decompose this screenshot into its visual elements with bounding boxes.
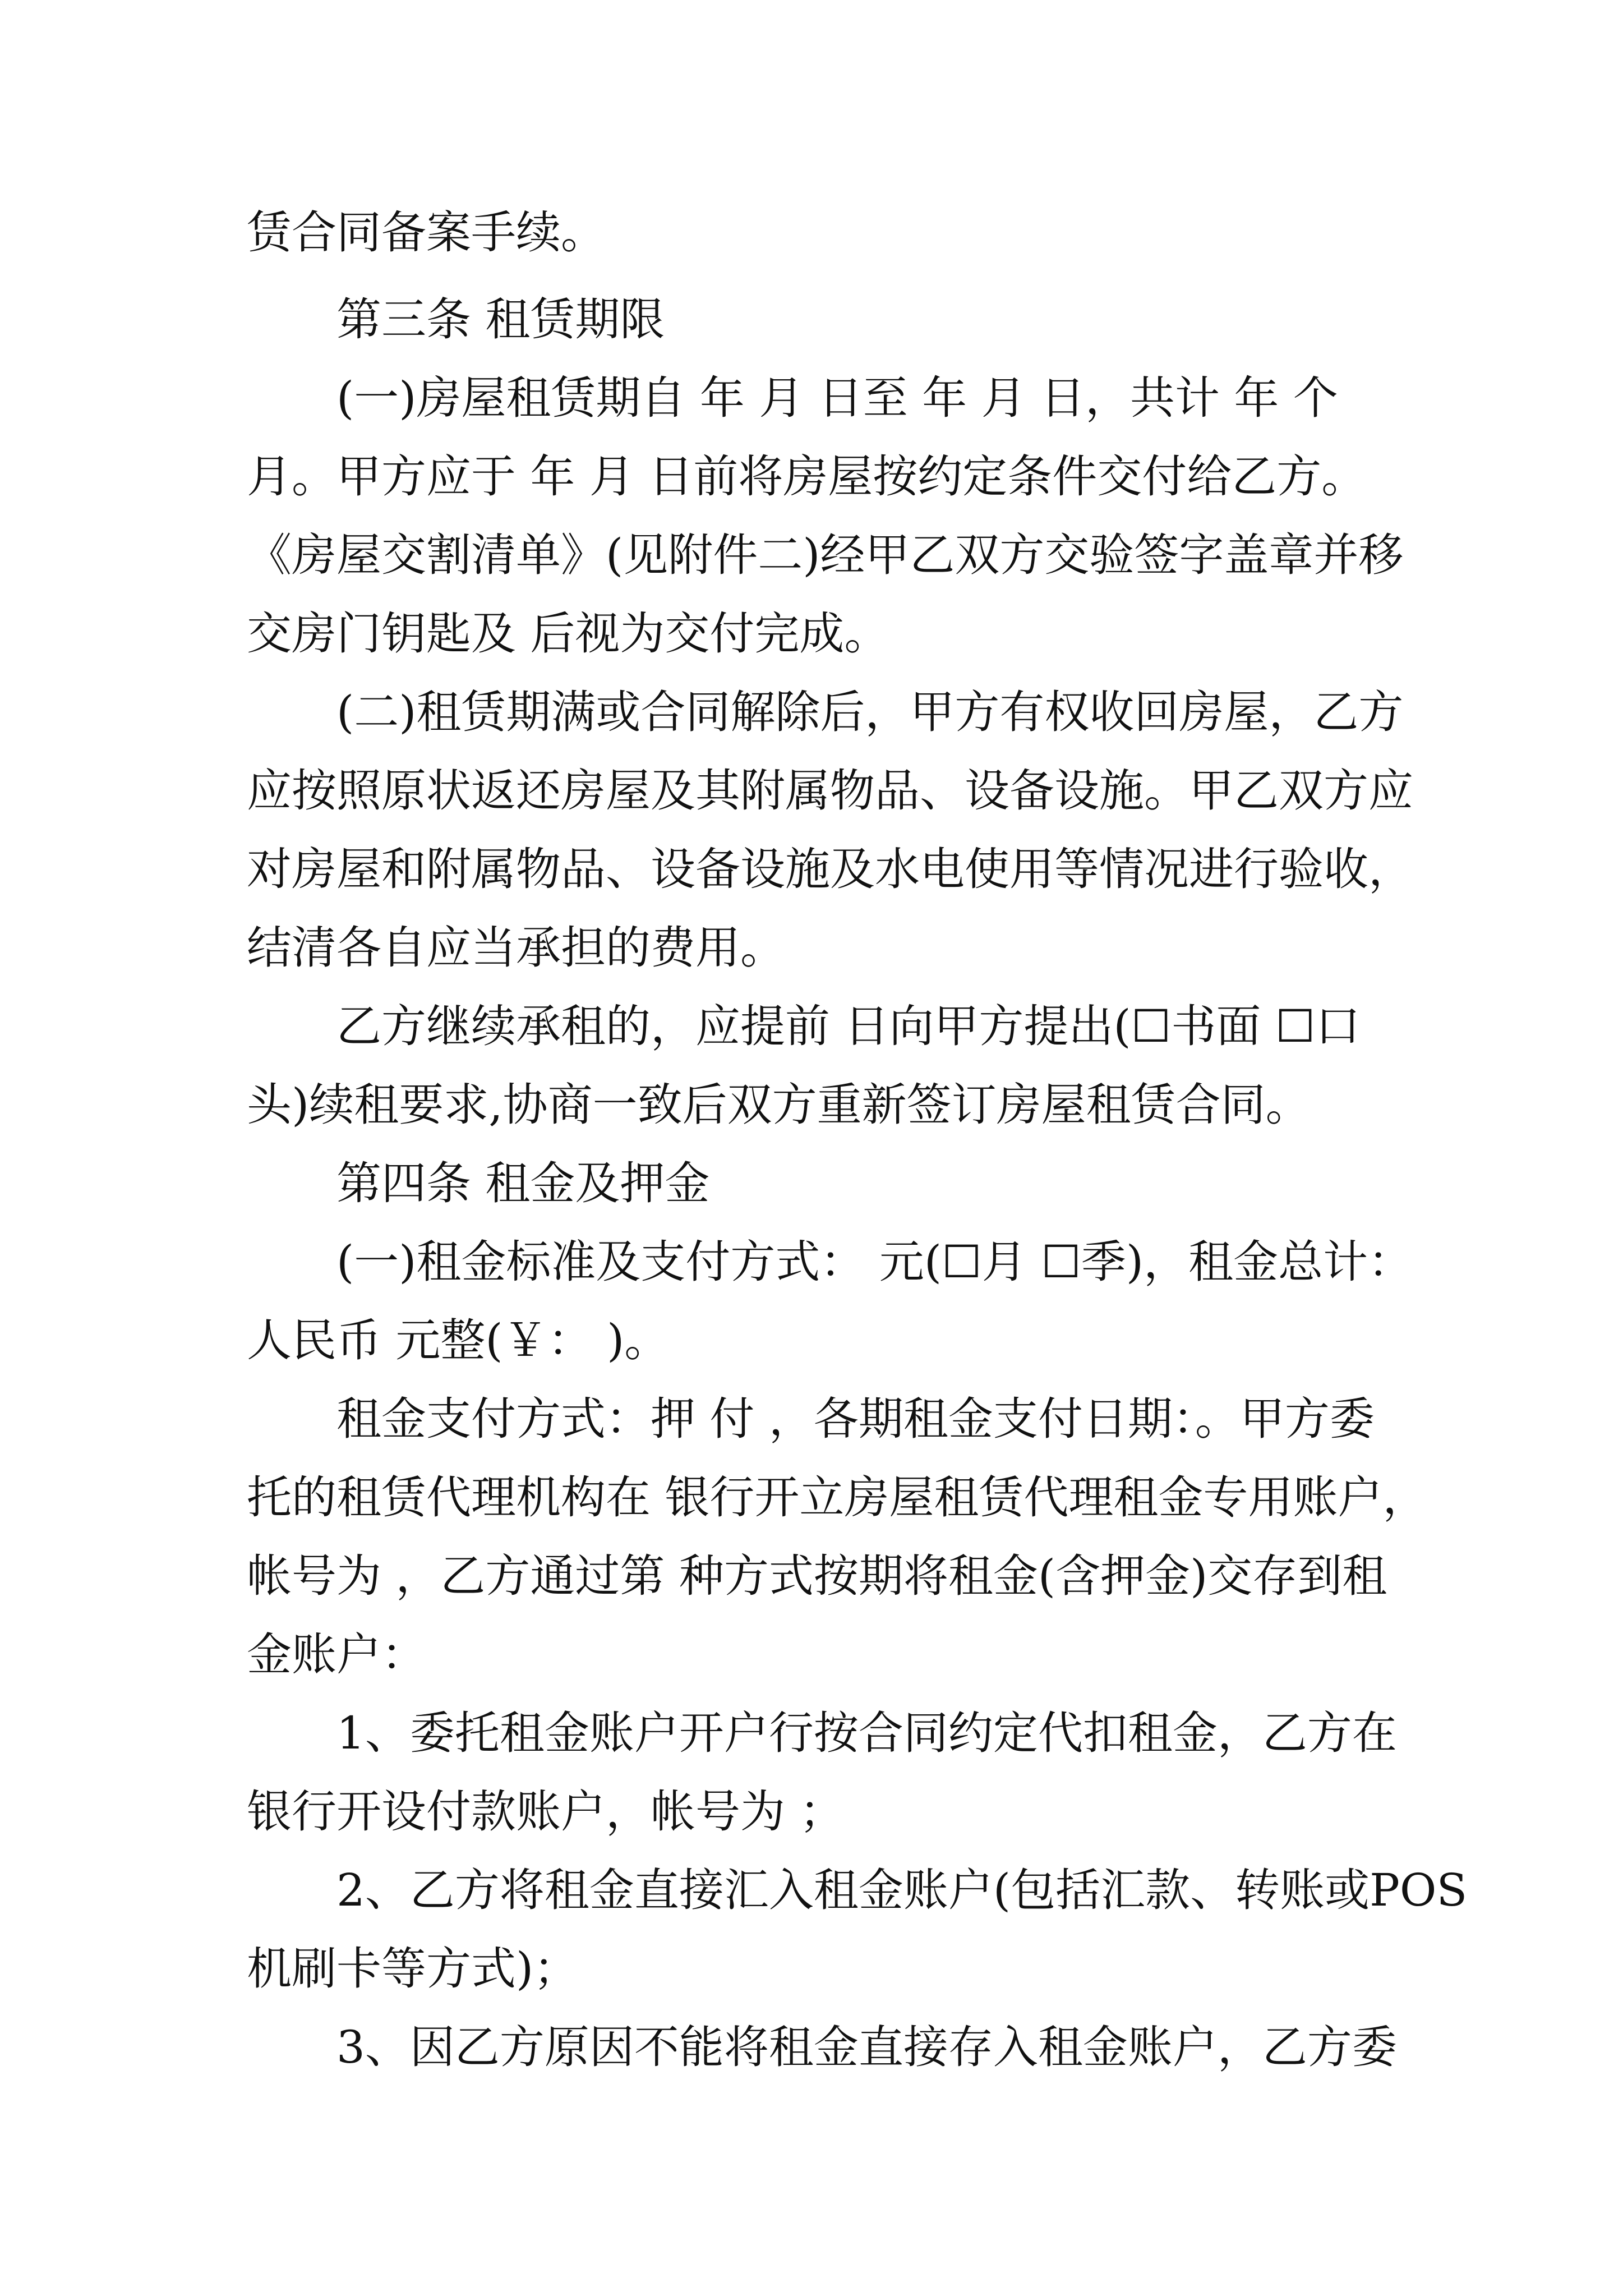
text-line: 月。甲方应于 年 月 日前将房屋按约定条件交付给乙方。 xyxy=(247,450,1367,503)
text-line: 赁合同备案手续。 xyxy=(247,206,606,259)
section-heading: 第四条 租金及押金 xyxy=(336,1157,710,1209)
text-line: 对房屋和附属物品、设备设施及水电使用等情况进行验收， xyxy=(247,843,1413,895)
text-line: 3、因乙方原因不能将租金直接存入租金账户，乙方委 xyxy=(336,2021,1397,2073)
text-line: 银行开设付款账户，帐号为 ； xyxy=(247,1786,845,1838)
text-line: 《房屋交割清单》(见附件二)经甲乙双方交验签字盖章并移 xyxy=(247,529,1404,581)
text-line: 乙方继续承租的，应提前 日向甲方提出(☐书面 ☐口 xyxy=(336,1000,1361,1052)
text-line: 1、委托租金账户开户行按合同约定代扣租金，乙方在 xyxy=(336,1707,1397,1759)
text-line: 托的租赁代理机构在 银行开立房屋租赁代理租金专用账户， xyxy=(247,1471,1428,1524)
text-line: 机刷卡等方式)； xyxy=(247,1943,579,1995)
text-line: 人民币 元整(￥： )。 xyxy=(247,1314,670,1366)
text-line: 金账户： xyxy=(247,1628,426,1681)
text-line: 头)续租要求,协商一致后双方重新签订房屋租赁合同。 xyxy=(247,1079,1311,1131)
text-line: (二)租赁期满或合同解除后，甲方有权收回房屋，乙方 xyxy=(336,686,1404,738)
text-line: 结清各自应当承担的费用。 xyxy=(247,922,785,974)
text-line: 2、乙方将租金直接汇入租金账户(包括汇款、转账或POS xyxy=(336,1864,1468,1916)
text-line: 应按照原状返还房屋及其附属物品、设备设施。甲乙双方应 xyxy=(247,765,1413,817)
section-heading: 第三条 租赁期限 xyxy=(336,293,665,346)
text-line: 帐号为 ，乙方通过第 种方式按期将租金(含押金)交存到租 xyxy=(247,1550,1387,1602)
text-line: 交房门钥匙及 后视为交付完成。 xyxy=(247,608,889,660)
text-line: (一)房屋租赁期自 年 月 日至 年 月 日，共计 年 个 xyxy=(336,372,1338,424)
text-line: (一)租金标准及支付方式： 元(☐月 ☐季)，租金总计： xyxy=(336,1236,1413,1288)
text-line: 租金支付方式：押 付 ，各期租金支付日期：。甲方委 xyxy=(336,1393,1375,1445)
